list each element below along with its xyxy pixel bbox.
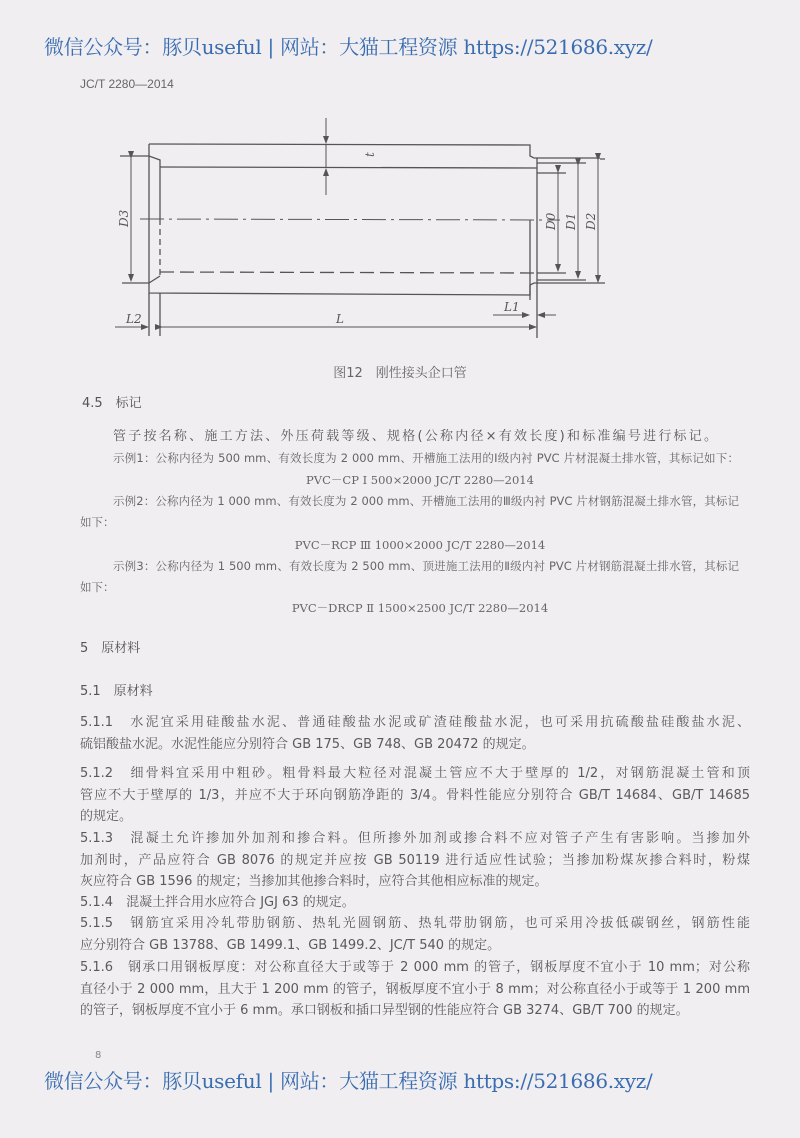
- para-line: 5.1.2 细骨料宜采用中粗砂。粗骨料最大粒径对混凝土管应不大于壁厚的 1/2，对钢筋混凝土管和顶: [80, 766, 750, 781]
- section-5-1-title: 5.1 原材料: [80, 684, 153, 699]
- example-3-cont: 如下：: [80, 580, 115, 594]
- para-line: 5.1.3 混凝土允许掺加外加剂和掺合料。但所掺外加剂或掺合料不应对管子产生有害影响。当掺加外: [80, 831, 750, 846]
- example-3-code: PVC－DRCP Ⅱ 1500×2500 JC/T 2280—2014: [291, 601, 549, 615]
- label-l1: L1: [504, 300, 520, 314]
- label-d3: D3: [117, 209, 131, 227]
- page-number: 8: [95, 1050, 102, 1061]
- label-d0: D0: [544, 212, 558, 230]
- dimension-labels: [117, 152, 598, 326]
- standard-header: JC/T 2280—2014: [80, 77, 174, 91]
- figure-caption: 图12 刚性接头企口管: [333, 366, 467, 381]
- para-line: 应分别符合 GB 13788、GB 1499.1、GB 1499.2、JC/T 540 的规定。: [80, 938, 501, 953]
- watermark-top: 微信公众号：豚贝useful | 网站：大猫工程资源 https://521686.xyz/: [44, 35, 653, 59]
- example-3: 示例3：公称内径为 1 500 mm、有效长度为 2 500 mm、顶进施工法用的Ⅱ级内衬 PVC 片材钢筋混凝土排水管，其标记: [113, 559, 739, 573]
- example-2-cont: 如下：: [80, 515, 115, 529]
- example-1-code: PVC－CP Ⅰ 500×2000 JC/T 2280—2014: [306, 473, 534, 487]
- para-line: 5.1.5 钢筋宜采用冷轧带肋钢筋、热轧光圆钢筋、热轧带肋钢筋，也可采用冷拔低碳钢丝，钢筋性能: [80, 916, 750, 931]
- example-2-code: PVC－RCP Ⅲ 1000×2000 JC/T 2280—2014: [294, 538, 546, 552]
- label-d1: D1: [564, 212, 578, 230]
- label-l: L: [336, 312, 344, 326]
- label-t: t: [363, 152, 377, 157]
- para-line: 5.1.1 水泥宜采用硅酸盐水泥、普通硅酸盐水泥或矿渣硅酸盐水泥，也可采用抗硫酸盐硅酸盐水泥、: [80, 715, 750, 730]
- section-5-title: 5 原材料: [80, 641, 141, 656]
- example-2: 示例2：公称内径为 1 000 mm、有效长度为 2 000 mm、开槽施工法用的Ⅲ级内衬 PVC 片材钢筋混凝土排水管，其标记: [113, 494, 739, 508]
- para-line: 灰应符合 GB 1596 的规定；当掺加其他掺合料时，应符合其他相应标准的规定。: [80, 874, 548, 889]
- para-line: 的规定。: [80, 809, 133, 824]
- label-d2: D2: [584, 212, 598, 230]
- watermark-bottom: 微信公众号：豚贝useful | 网站：大猫工程资源 https://521686.xyz/: [44, 1069, 653, 1093]
- pipe-outline: [120, 144, 605, 338]
- para-line: 5.1.4 混凝土拌合用水应符合 JGJ 63 的规定。: [80, 895, 355, 910]
- para-line: 管应不大于壁厚的 1/3，并应不大于环向钢筋净距的 3/4。骨料性能应分别符合 GB/T 14684、GB/T 14685: [80, 788, 750, 803]
- para-line: 直径小于 2 000 mm，且大于 1 200 mm 的管子，钢板厚度不宜小于 8 mm；对公称直径小于或等于 1 200 mm: [80, 982, 750, 997]
- dimension-lines: [115, 118, 598, 327]
- para-line: 加剂时，产品应符合 GB 8076 的规定并应按 GB 50119 进行适应性试验；当掺加粉煤灰掺合料时，粉煤: [80, 853, 750, 868]
- section-4-5-title: 4.5 标记: [82, 396, 142, 411]
- pipe-figure: [0, 0, 800, 400]
- para-line: 硫铝酸盐水泥。水泥性能应分别符合 GB 175、GB 748、GB 20472 的规定。: [80, 737, 535, 752]
- para-line: 的管子，钢板厚度不宜小于 6 mm。承口钢板和插口异型钢的性能应符合 GB 3274、GB/T 700 的规定。: [80, 1003, 689, 1018]
- label-l2: L2: [126, 312, 142, 326]
- example-1: 示例1：公称内径为 500 mm、有效长度为 2 000 mm、开槽施工法用的Ⅰ级内衬 PVC 片材混凝土排水管，其标记如下：: [113, 451, 739, 465]
- marking-intro: 管子按名称、施工方法、外压荷载等级、规格(公称内径×有效长度)和标准编号进行标记。: [113, 429, 717, 444]
- para-line: 5.1.6 钢承口用钢板厚度：对公称直径大于或等于 2 000 mm 的管子，钢板厚度不宜小于 10 mm；对公称: [80, 960, 750, 975]
